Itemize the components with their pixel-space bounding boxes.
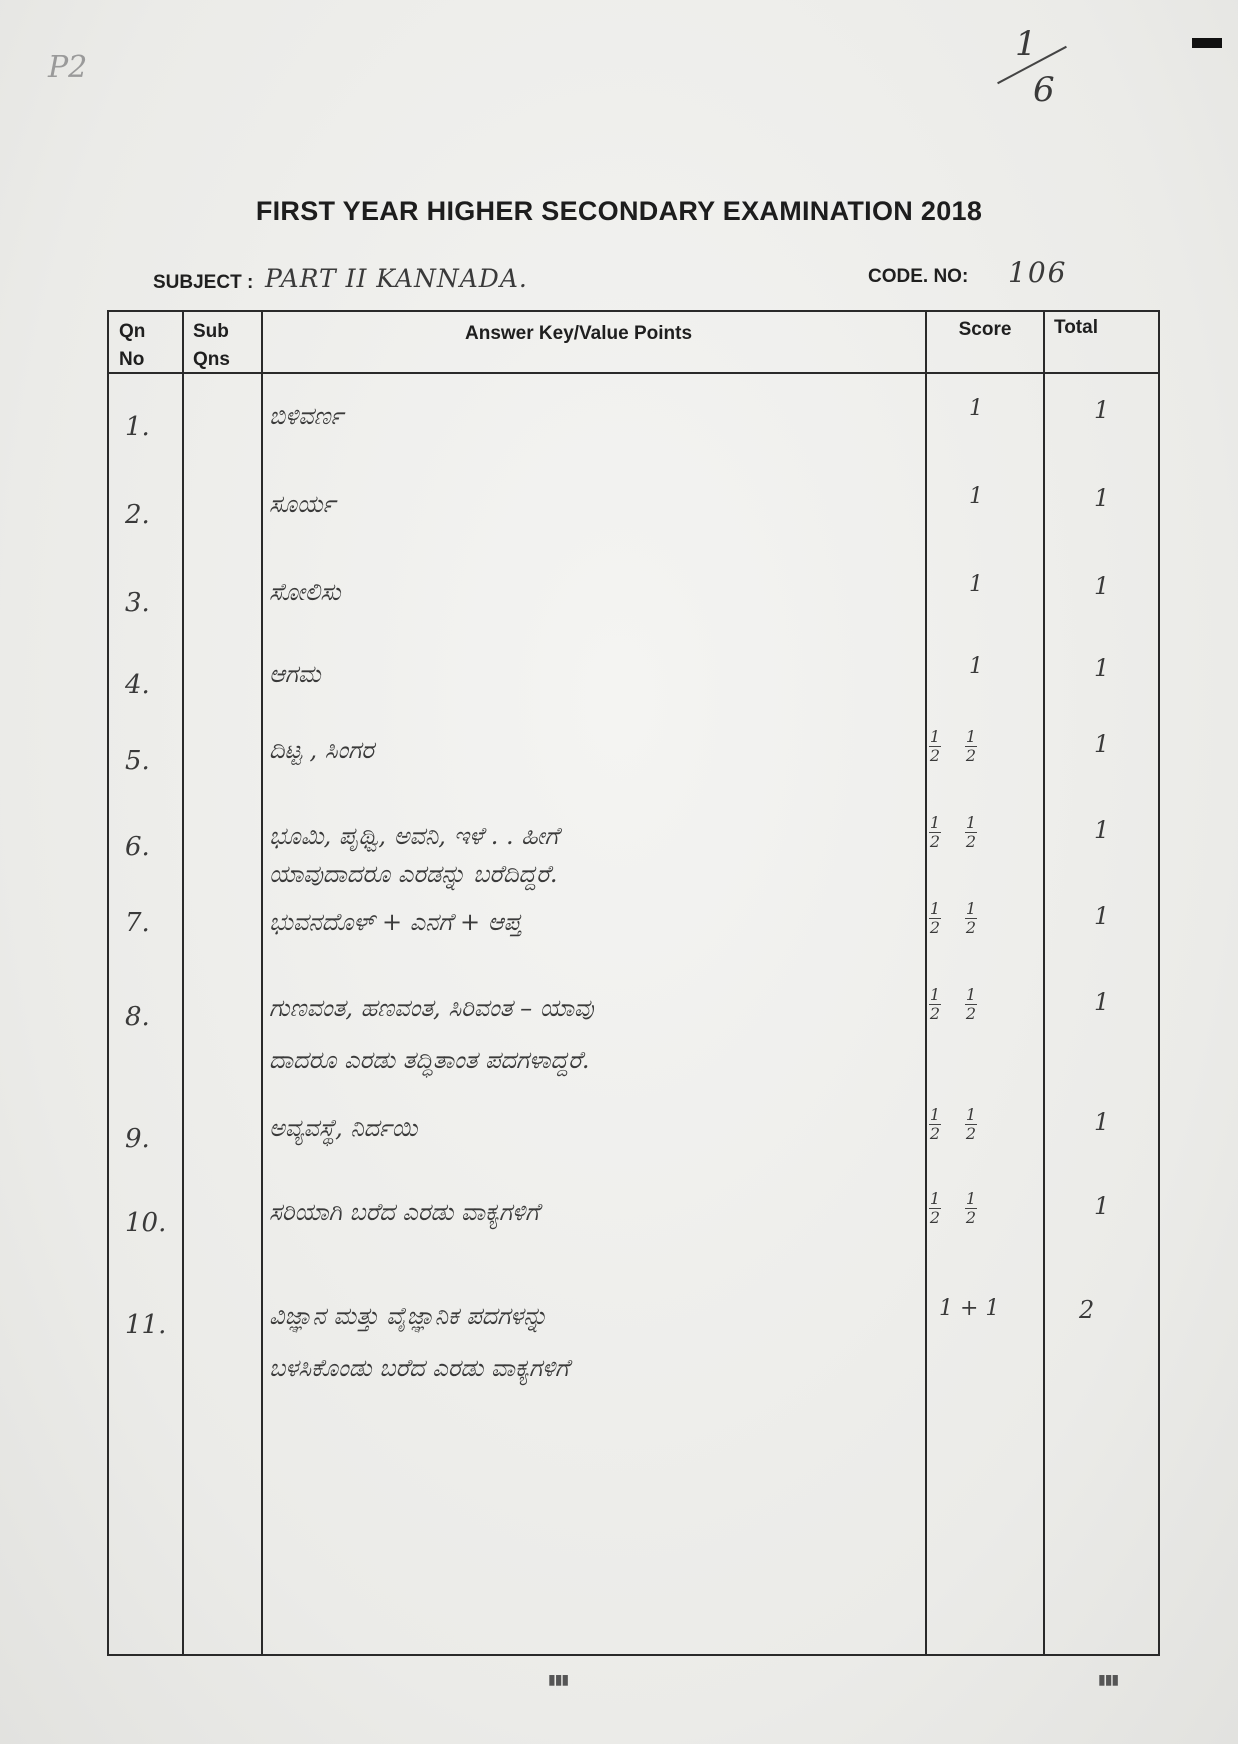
score-value (929, 899, 1001, 937)
answer-text: ಆಗಮ (269, 660, 321, 688)
score-value: 1 (969, 484, 983, 509)
half-mark-fraction (929, 813, 941, 851)
score-value (929, 1105, 1001, 1143)
fraction-denominator: 2 (965, 1124, 977, 1143)
fraction-numerator: 1 (929, 813, 941, 832)
half-mark-fraction (965, 899, 977, 937)
page-fraction-denominator: 6 (1033, 70, 1055, 110)
corner-note: P2 (48, 50, 88, 85)
answer-text: ಸೂರ್ಯ (269, 490, 336, 518)
fraction-denominator: 2 (929, 1208, 941, 1227)
answer-text: ಅವ್ಯವಸ್ಥೆ, ನಿರ್ದಯಿ (269, 1114, 418, 1142)
fraction-numerator: 1 (929, 1105, 941, 1124)
header-sub-line2: Qns (193, 349, 230, 370)
header-sub-qns (193, 318, 230, 374)
question-number: 7. (125, 908, 150, 938)
fraction-numerator: 1 (929, 1189, 941, 1208)
page-title: FIRST YEAR HIGHER SECONDARY EXAMINATION 2018 (255, 196, 983, 226)
subject-row (153, 256, 1083, 302)
total-value: 1 (1094, 902, 1110, 930)
answer-key-table (107, 310, 1160, 1656)
answer-text-line2: ಯಾವುದಾದರೂ ಎರಡನ್ನು ಬರೆದಿದ್ದರೆ. (269, 860, 558, 888)
page-fraction-numerator: 1 (1015, 24, 1037, 64)
half-mark-fraction (929, 985, 941, 1023)
question-number: 5. (125, 746, 150, 776)
column-divider (1043, 312, 1045, 1654)
score-value (929, 727, 1001, 765)
answer-text: ಭುವನದೊಳ್ + ಎನಗೆ + ಆಪ್ತ (269, 908, 522, 936)
half-mark-fraction (965, 727, 977, 765)
total-value: 1 (1094, 730, 1110, 758)
question-number: 11. (125, 1310, 167, 1340)
total-value: 1 (1094, 654, 1110, 682)
fraction-numerator: 1 (965, 985, 977, 1004)
fraction-numerator: 1 (965, 1189, 977, 1208)
total-value: 1 (1094, 572, 1110, 600)
question-number: 1. (125, 412, 150, 442)
total-value: 1 (1094, 816, 1110, 844)
fraction-denominator: 2 (929, 746, 941, 765)
answer-text: ಸರಿಯಾಗಿ ಬರೆದ ಎರಡು ವಾಕ್ಯಗಳಿಗೆ (269, 1198, 540, 1226)
fraction-denominator: 2 (965, 1208, 977, 1227)
question-number: 8. (125, 1002, 150, 1032)
fraction-numerator: 1 (929, 899, 941, 918)
code-value: 106 (1008, 256, 1068, 289)
fraction-denominator: 2 (965, 1004, 977, 1023)
score-value: 1 (969, 396, 983, 421)
header-qn-line2: No (119, 349, 145, 370)
header-qn-line1: Qn (119, 321, 146, 342)
half-mark-fraction (965, 813, 977, 851)
answer-text: ದಿಟ್ಟ , ಸಿಂಗರ (269, 736, 374, 764)
score-value: 1 + 1 (939, 1296, 1000, 1321)
score-value (929, 813, 1001, 851)
answer-text-line2: ದಾದರೂ ಎರಡು ತದ್ಧಿತಾಂತ ಪದಗಳಾದ್ದರೆ. (269, 1046, 590, 1074)
total-value: 1 (1094, 1108, 1110, 1136)
fraction-numerator: 1 (965, 1105, 977, 1124)
answer-text: ಭೂಮಿ, ಪೃಥ್ವಿ, ಅವನಿ, ಇಳೆ . . ಹೀಗೆ (269, 822, 559, 850)
score-value (929, 985, 1001, 1023)
header-sub-line1: Sub (193, 321, 229, 342)
header-divider (109, 372, 1158, 374)
fraction-numerator: 1 (929, 727, 941, 746)
fraction-denominator: 2 (929, 1004, 941, 1023)
fraction-numerator: 1 (965, 899, 977, 918)
score-value (929, 1189, 1001, 1227)
half-mark-fraction (965, 1105, 977, 1143)
question-number: 3. (125, 588, 150, 618)
score-value: 1 (969, 654, 983, 679)
column-divider (261, 312, 263, 1654)
total-value: 1 (1094, 1192, 1110, 1220)
fraction-numerator: 1 (965, 813, 977, 832)
question-number: 2. (125, 500, 150, 530)
fraction-numerator: 1 (965, 727, 977, 746)
fraction-denominator: 2 (965, 832, 977, 851)
answer-text-line2: ಬಳಸಿಕೊಂಡು ಬರೆದ ಎರಡು ವಾಕ್ಯಗಳಿಗೆ (269, 1354, 569, 1382)
half-mark-fraction (965, 985, 977, 1023)
code-label: CODE. NO: (868, 266, 969, 287)
fraction-numerator: 1 (929, 985, 941, 1004)
header-score: Score (958, 319, 1012, 340)
half-mark-fraction (929, 1105, 941, 1143)
total-value: 1 (1094, 988, 1110, 1016)
answer-text: ವಿಜ್ಞಾನ ಮತ್ತು ವೈಜ್ಞಾನಿಕ ಪದಗಳನ್ನು (269, 1302, 548, 1330)
total-value: 1 (1094, 396, 1110, 424)
subject-label: SUBJECT : (153, 272, 254, 293)
fraction-denominator: 2 (929, 832, 941, 851)
answer-text: ಸೋಲಿಸು (269, 578, 341, 606)
answer-text: ಬಿಳಿವರ್ಣ (269, 402, 344, 430)
question-number: 4. (125, 670, 150, 700)
score-value: 1 (969, 572, 983, 597)
scan-mark-bottom-center: ▮▮▮ (548, 1672, 569, 1688)
half-mark-fraction (929, 899, 941, 937)
fraction-denominator: 2 (929, 918, 941, 937)
header-answer-key: Answer Key/Value Points (465, 323, 693, 344)
column-divider (925, 312, 927, 1654)
column-divider (182, 312, 184, 1654)
question-number: 9. (125, 1124, 150, 1154)
subject-value: PART II KANNADA. (265, 264, 528, 293)
half-mark-fraction (929, 727, 941, 765)
question-number: 6. (125, 832, 150, 862)
half-mark-fraction (929, 1189, 941, 1227)
half-mark-fraction (965, 1189, 977, 1227)
question-number: 10. (125, 1208, 167, 1238)
scan-edge-mark (1192, 38, 1222, 48)
header-qn-no (119, 318, 145, 374)
scan-mark-bottom-right: ▮▮▮ (1098, 1672, 1119, 1688)
total-value: 1 (1094, 484, 1110, 512)
answer-text: ಗುಣವಂತ, ಹಣವಂತ, ಸಿರಿವಂತ – ಯಾವು (269, 994, 594, 1022)
header-total: Total (1054, 317, 1098, 338)
page-number-fraction (985, 20, 1075, 110)
total-value: 2 (1079, 1296, 1095, 1324)
fraction-denominator: 2 (965, 918, 977, 937)
fraction-denominator: 2 (929, 1124, 941, 1143)
fraction-denominator: 2 (965, 746, 977, 765)
